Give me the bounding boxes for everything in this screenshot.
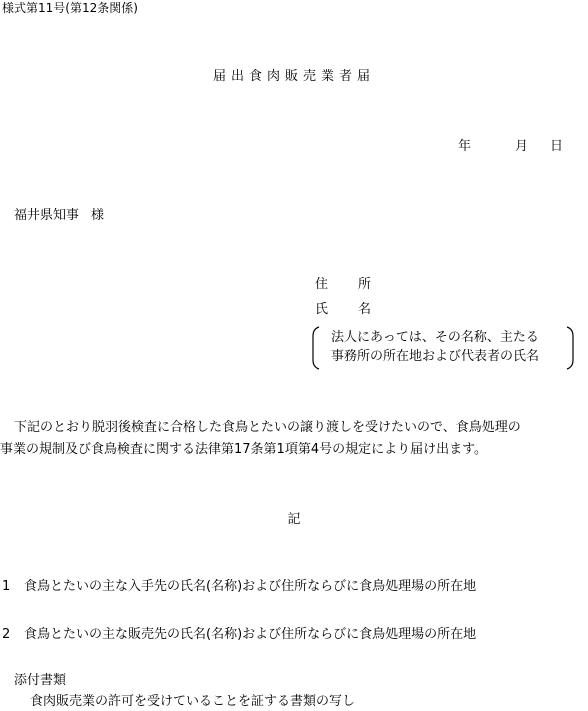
attachment-item: 食肉販売業の許可を受けていることを証する書類の写し	[30, 694, 356, 709]
list-item	[2, 580, 476, 593]
item-text: 食鳥とたいの主な入手先の氏名(名称)および住所ならびに食鳥処理場の所在地	[24, 579, 477, 594]
right-bracket	[565, 326, 575, 370]
date-year-label: 年	[458, 139, 472, 154]
addressee	[14, 209, 104, 222]
item-number: 1	[2, 579, 11, 594]
list-item	[2, 628, 476, 641]
addressee-name: 福井県知事	[14, 208, 80, 223]
item-text: 食鳥とたいの主な販売先の氏名(名称)および住所ならびに食鳥処理場の所在地	[24, 627, 477, 642]
body-line-2: 事業の規制及び食鳥検査に関する法律第17条第1項第4号の規定により届け出ます。	[0, 442, 488, 457]
name-label	[315, 303, 371, 316]
date-day-label: 日	[550, 139, 564, 154]
document-title: 届出食肉販売業者届	[212, 69, 375, 84]
corporate-note-line-2: 事務所の所在地および代表者の氏名	[331, 349, 540, 364]
address-label-char-1: 住	[315, 277, 329, 292]
addressee-honorific: 様	[91, 208, 105, 223]
address-label-char-2: 所	[358, 277, 372, 292]
address-label	[315, 278, 371, 291]
item-number: 2	[2, 627, 11, 642]
date-month-label: 月	[515, 139, 529, 154]
form-number: 様式第11号(第12条関係)	[2, 1, 138, 15]
ki-heading: 記	[287, 512, 301, 527]
corporate-note-line-1: 法人にあっては、その名称、主たる	[331, 330, 539, 345]
left-bracket	[311, 326, 321, 370]
attachments-title: 添付書類	[14, 673, 67, 688]
name-label-char-1: 氏	[315, 302, 329, 317]
body-text	[0, 417, 588, 461]
body-line-1: 下記のとおり脱羽後検査に合格した食鳥とたいの譲り渡しを受けたいので、食鳥処理の	[14, 420, 521, 435]
corporate-note	[311, 326, 575, 370]
date-line	[458, 140, 563, 153]
name-label-char-2: 名	[358, 302, 372, 317]
